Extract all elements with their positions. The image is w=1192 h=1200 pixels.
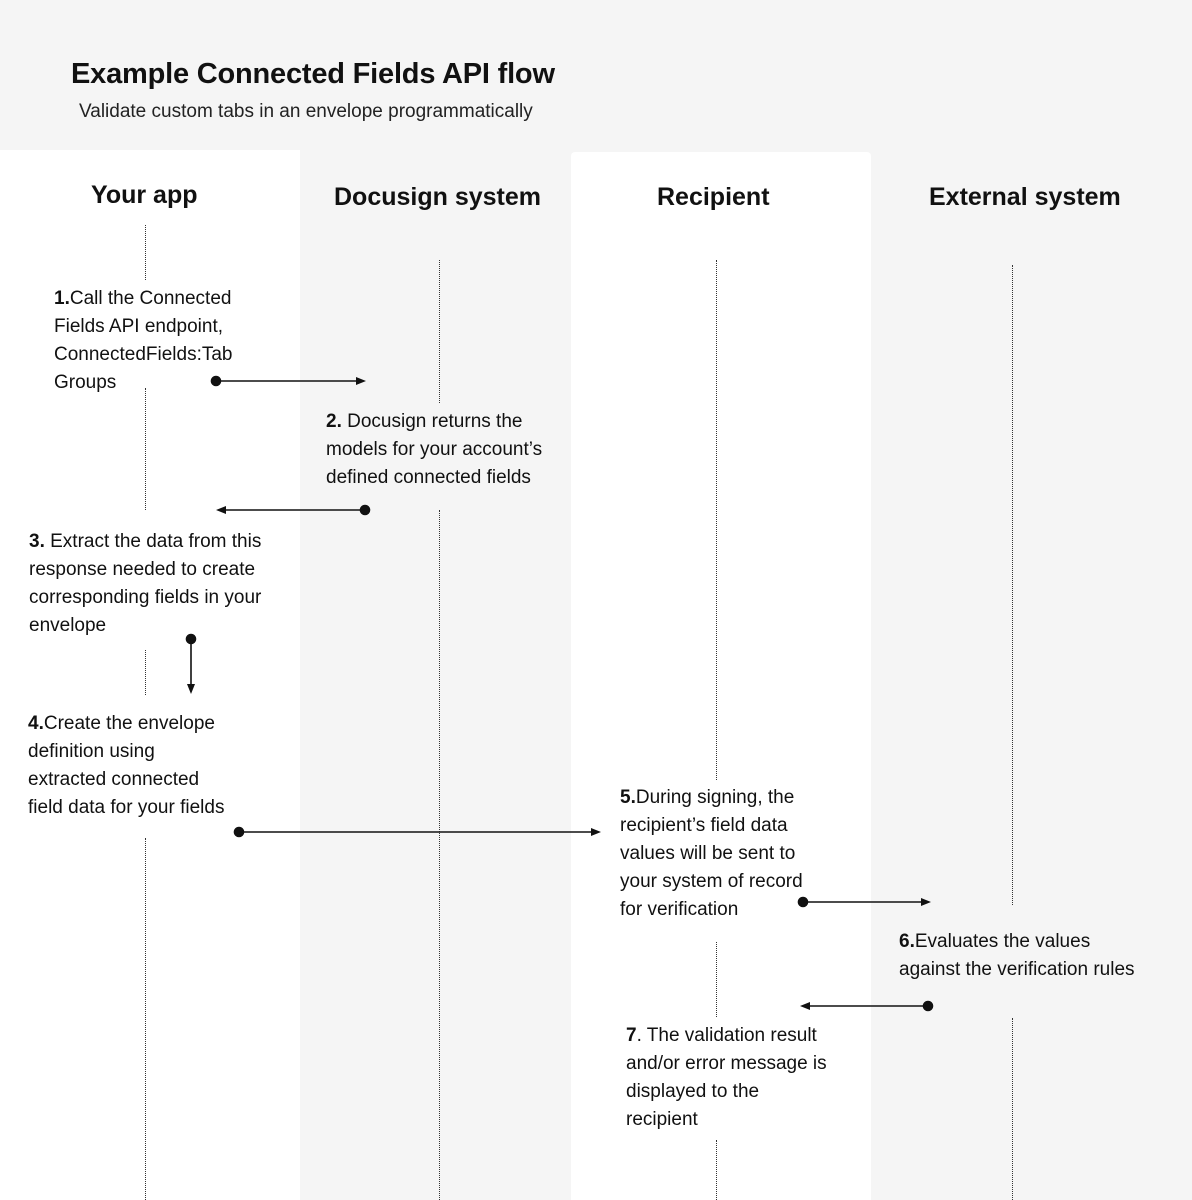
step-text: against the verification rules (899, 959, 1135, 980)
arrow-step-6-to-recipient (800, 1002, 933, 1011)
step-number: 4. (28, 713, 44, 734)
step-text: Docusign returns the (341, 411, 523, 432)
step-number: 7 (626, 1025, 637, 1046)
step-text: Evaluates the values (914, 931, 1091, 952)
step-number: 1. (54, 288, 70, 309)
arrow-step-2-to-your-app (216, 506, 370, 515)
diagram-subtitle: Validate custom tabs in an envelope programmatically (79, 101, 533, 122)
step-text: recipient (626, 1109, 698, 1130)
step-text: corresponding fields in your (29, 587, 262, 608)
step-number: 3. (29, 531, 45, 552)
step-text: Create the envelope (43, 713, 215, 734)
step-text: models for your account’s (326, 439, 543, 460)
step-text: displayed to the (626, 1081, 760, 1102)
arrow-step-5-to-external (799, 898, 932, 907)
step-text: extracted connected (28, 769, 200, 790)
step-text: Groups (54, 372, 117, 393)
column-title-recipient: Recipient (657, 183, 770, 211)
column-title-external-system: External system (929, 183, 1121, 211)
step-text: envelope (29, 615, 107, 636)
column-title-docusign-system: Docusign system (334, 183, 542, 211)
step-text: your system of record (620, 871, 803, 892)
step-text: recipient’s field data (620, 815, 788, 836)
step-text: field data for your fields (28, 797, 225, 818)
column-title-your-app: Your app (91, 181, 198, 209)
arrow-step-3-to-step-4 (187, 635, 196, 695)
step-text: Fields API endpoint, (54, 316, 223, 337)
step-text: and/or error message is (626, 1053, 827, 1074)
step-text: defined connected fields (326, 467, 531, 488)
step-text: response needed to create (29, 559, 256, 580)
step-text: ConnectedFields:Tab (54, 344, 233, 365)
step-text: for verification (620, 899, 739, 920)
step-number: 2. (326, 411, 342, 432)
step-text: During signing, the (635, 787, 795, 808)
step-text: Extract the data from this (44, 531, 262, 552)
step-number: 6. (899, 931, 915, 952)
arrow-step-1-to-docusign (212, 377, 367, 386)
diagram-title: Example Connected Fields API flow (71, 58, 555, 90)
step-text: values will be sent to (620, 843, 796, 864)
step-text: definition using (28, 741, 155, 762)
step-text: Call the Connected (69, 288, 232, 309)
arrow-step-4-to-recipient (235, 828, 602, 837)
step-text: . The validation result (636, 1025, 817, 1046)
step-number: 5. (620, 787, 636, 808)
